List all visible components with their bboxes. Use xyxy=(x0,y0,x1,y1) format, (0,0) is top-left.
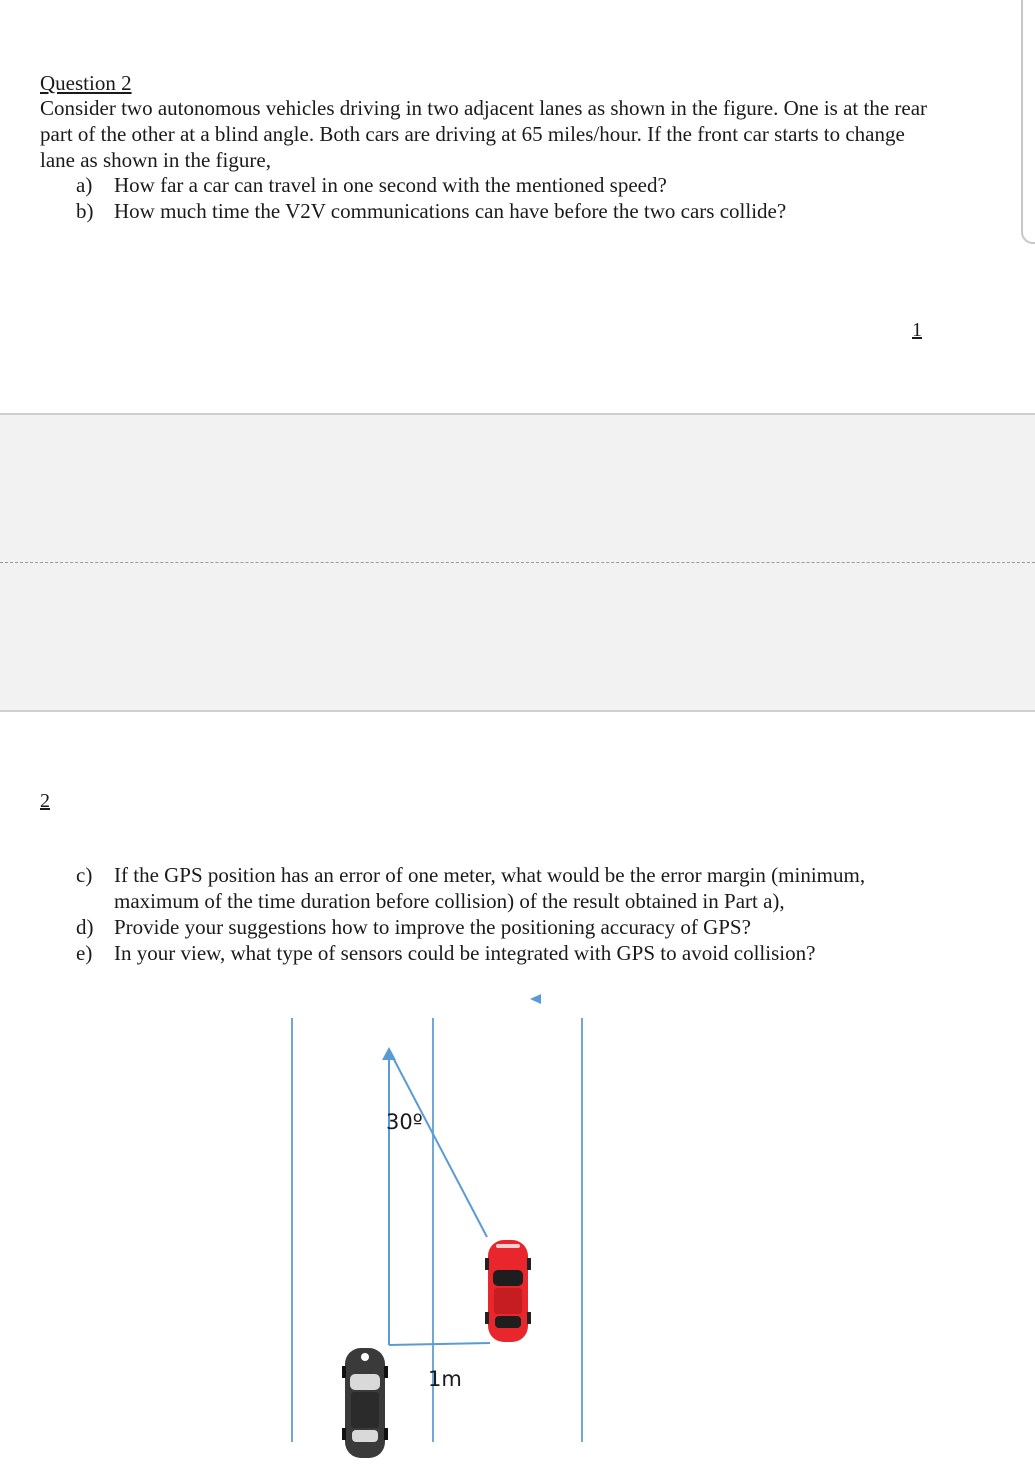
path-arrow-head-icon xyxy=(382,1047,396,1060)
list-item-text: If the GPS position has an error of one meter, what would be the error margin (minimum, maximum of the time duration before collision) of the result obtained in Part a), xyxy=(114,863,866,913)
list-item xyxy=(76,914,936,940)
page-break-line xyxy=(0,562,1035,563)
list-marker: d) xyxy=(76,915,94,939)
list-item-text: In your view, what type of sensors could be integrated with GPS to avoid collision? xyxy=(114,941,816,965)
front-car-icon xyxy=(485,1240,531,1342)
cursor-marker-icon xyxy=(530,994,541,1004)
rear-car-icon xyxy=(342,1348,388,1458)
list-item-text: How far a car can travel in one second with the mentioned speed? xyxy=(114,173,667,197)
question-parts-ab xyxy=(76,172,936,224)
diagonal-path-line xyxy=(389,1050,487,1237)
list-item xyxy=(76,172,936,198)
page-number: 2 xyxy=(40,790,50,812)
figure-canvas xyxy=(0,980,1035,1479)
scrollbar-edge[interactable] xyxy=(1021,0,1035,244)
document-page-1 xyxy=(0,0,1035,414)
list-item-text: How much time the V2V communications can have before the two cars collide? xyxy=(114,199,787,223)
list-marker: c) xyxy=(76,863,93,887)
page-number: 1 xyxy=(912,319,922,341)
horizontal-guide-line xyxy=(389,1343,490,1345)
question-title: Question 2 xyxy=(40,71,132,95)
list-marker: a) xyxy=(76,173,93,197)
angle-label: 30º xyxy=(386,1110,423,1134)
list-item xyxy=(76,940,936,966)
list-item xyxy=(76,862,936,914)
list-marker: b) xyxy=(76,199,94,223)
page-gap xyxy=(0,413,1035,712)
question-intro: Consider two autonomous vehicles driving in two adjacent lanes as shown in the figure. One is at the rear part of the other at a blind angle. Both cars are driving at 65 miles/hour. If the front car starts to change lane as shown in the figure, xyxy=(40,96,928,172)
list-marker: e) xyxy=(76,941,93,965)
list-item xyxy=(76,198,936,224)
question-parts-cde xyxy=(76,862,936,966)
list-item-text: Provide your suggestions how to improve the positioning accuracy of GPS? xyxy=(114,915,751,939)
lane-change-figure xyxy=(0,980,1035,1479)
distance-label: 1m xyxy=(428,1367,462,1391)
